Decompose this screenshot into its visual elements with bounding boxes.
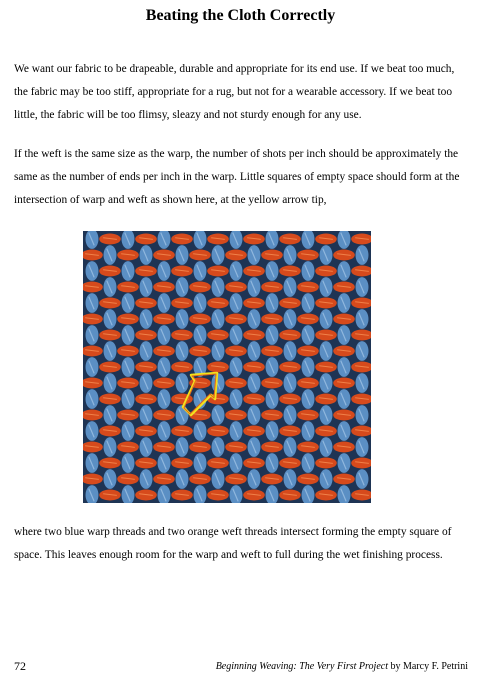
paragraph-intersection: where two blue warp threads and two orange weft threads intersect forming the empty square of space. This leaves enough room for the warp and weft to full during the wet finishing process. — [14, 526, 452, 561]
book-title: Beginning Weaving: The Very First Project — [215, 661, 388, 672]
page-number: 72 — [14, 659, 26, 673]
weave-cells — [83, 231, 371, 503]
weave-illustration — [83, 231, 371, 503]
paragraph-intro: We want our fabric to be drapeable, durable and appropriate for its end use. If we beat too much, the fabric may be too stiff, appropriate for a rug, but not for a wearable accessory. If we beat too little, the fabric will be too flimsy, sleazy and not sturdy enough for any use. — [14, 63, 455, 121]
woven-fabric-photo — [83, 231, 371, 503]
page-title: Beating the Cloth Correctly — [145, 7, 336, 24]
paragraph-warp-weft: If the weft is the same size as the warp, the number of shots per inch should be approximately the same as the number of ends per inch in the warp. Little squares of empty space should form at the intersection of warp and weft as shown here, at the yellow arrow tip, — [14, 148, 460, 206]
footer-citation — [216, 660, 468, 673]
author-byline: by Marcy F. Petrini — [387, 661, 468, 672]
